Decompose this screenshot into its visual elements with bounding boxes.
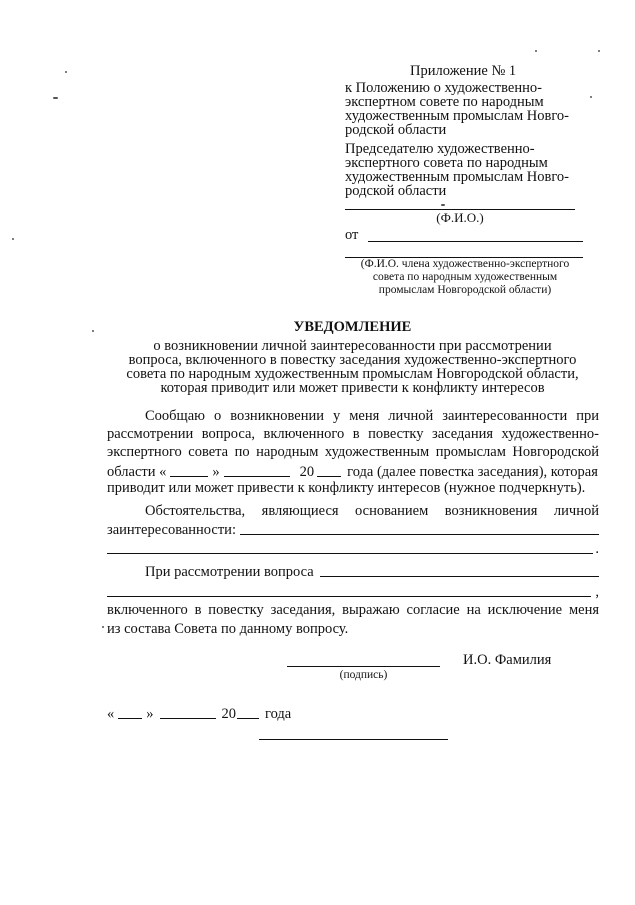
- scan-speck: [598, 50, 600, 52]
- notice-line: рассмотрении вопроса, включенного в повестку заседания художественно-: [107, 426, 599, 442]
- consent-line: включенного в повестку заседания, выражаю согласие на исключение меня: [107, 602, 599, 618]
- date-year-suffix: года: [265, 706, 292, 722]
- date-year-blank[interactable]: [237, 718, 259, 719]
- signature-line[interactable]: [287, 666, 440, 667]
- question-comma: ,: [595, 584, 599, 600]
- notice-quote-close: »: [212, 464, 220, 480]
- document-subtitle: [100, 339, 605, 395]
- date-row: [107, 705, 291, 721]
- scan-speck: [441, 204, 445, 206]
- addressee-block: [345, 142, 595, 198]
- appendix-reference-line: родской области: [345, 122, 447, 138]
- circumstances-input-row: [107, 521, 599, 537]
- notice-line: экспертного совета по народным художественным промыслам Новгородской: [107, 444, 599, 460]
- circumstances-blank-2[interactable]: [107, 553, 593, 554]
- notice-month-blank[interactable]: [224, 476, 290, 477]
- addressee-line: художественным промыслам Новго-: [345, 169, 569, 185]
- date-open-quote: «: [107, 706, 115, 722]
- subtitle-line: совета по народным художественным промыслам Новгородской области,: [126, 366, 579, 382]
- appendix-reference-line: к Положению о художественно-: [345, 80, 542, 96]
- notice-date-rest: года (далее повестка заседания), которая: [347, 464, 598, 480]
- notice-year-prefix: 20: [299, 464, 315, 480]
- addressee-line: экспертного совета по народным: [345, 155, 548, 171]
- notice-day-blank[interactable]: [170, 476, 208, 477]
- from-label: от: [345, 227, 359, 243]
- question-row: [145, 563, 599, 579]
- date-underline: [259, 739, 448, 740]
- member-fio-line: [368, 241, 583, 242]
- fio-caption: (Ф.И.О.): [436, 210, 484, 225]
- notice-date-label: области «: [107, 464, 167, 480]
- scan-speck: [65, 71, 67, 73]
- appendix-reference-line: экспертном совете по народным: [345, 94, 544, 110]
- scan-speck: [535, 50, 537, 52]
- notice-line-5: приводит или может привести к конфликту интересов (нужное подчеркнуть).: [107, 480, 586, 496]
- appendix-reference-line: художественным промыслам Новго-: [345, 108, 569, 124]
- date-year-prefix: 20: [221, 706, 236, 722]
- member-caption-line: совета по народным художественным: [372, 271, 558, 283]
- addressee-line: Председателю художественно-: [345, 141, 535, 157]
- circumstances-blank[interactable]: [240, 534, 599, 535]
- paragraph-notice: [107, 409, 599, 463]
- question-row-2: [107, 583, 599, 599]
- subtitle-line: которая приводит или может привести к конфликту интересов: [160, 380, 545, 396]
- appendix-reference: [345, 81, 595, 137]
- question-blank[interactable]: [320, 576, 599, 577]
- signer-name: И.О. Фамилия: [463, 652, 552, 668]
- circumstances-label: заинтересованности:: [107, 522, 236, 538]
- circumstances-input-row-2: [107, 540, 599, 556]
- subtitle-line: вопроса, включенного в повестку заседания художественно-экспертного: [128, 352, 577, 368]
- circumstances-line: Обстоятельства, являющиеся основанием возникновения личной: [145, 503, 599, 519]
- notice-date-line: [107, 463, 599, 479]
- addressee-line: родской области: [345, 183, 447, 199]
- member-caption-line: (Ф.И.О. члена художественно-экспертного: [360, 258, 570, 270]
- scan-speck: [53, 97, 58, 99]
- date-close-quote: »: [146, 706, 154, 722]
- question-label: При рассмотрении вопроса: [145, 564, 314, 580]
- appendix-title: Приложение № 1: [410, 63, 517, 79]
- consent-line-2: из состава Совета по данному вопросу.: [107, 621, 349, 637]
- document-heading: УВЕДОМЛЕНИЕ: [293, 319, 412, 335]
- date-day-blank[interactable]: [118, 718, 142, 719]
- subtitle-line: о возникновении личной заинтересованности при рассмотрении: [153, 338, 552, 354]
- notice-year-blank[interactable]: [317, 476, 341, 477]
- notice-line: Сообщаю о возникновении у меня личной заинтересованности при: [145, 408, 599, 424]
- question-blank-2[interactable]: [107, 596, 591, 597]
- member-caption-line: промыслам Новгородской области): [378, 284, 552, 296]
- scan-speck: [12, 238, 14, 240]
- signature-caption: (подпись): [339, 669, 388, 681]
- scan-speck: [92, 330, 94, 332]
- scan-speck: [102, 626, 104, 628]
- date-month-blank[interactable]: [160, 718, 216, 719]
- circumstances-period: .: [595, 541, 599, 557]
- member-caption: [335, 258, 595, 297]
